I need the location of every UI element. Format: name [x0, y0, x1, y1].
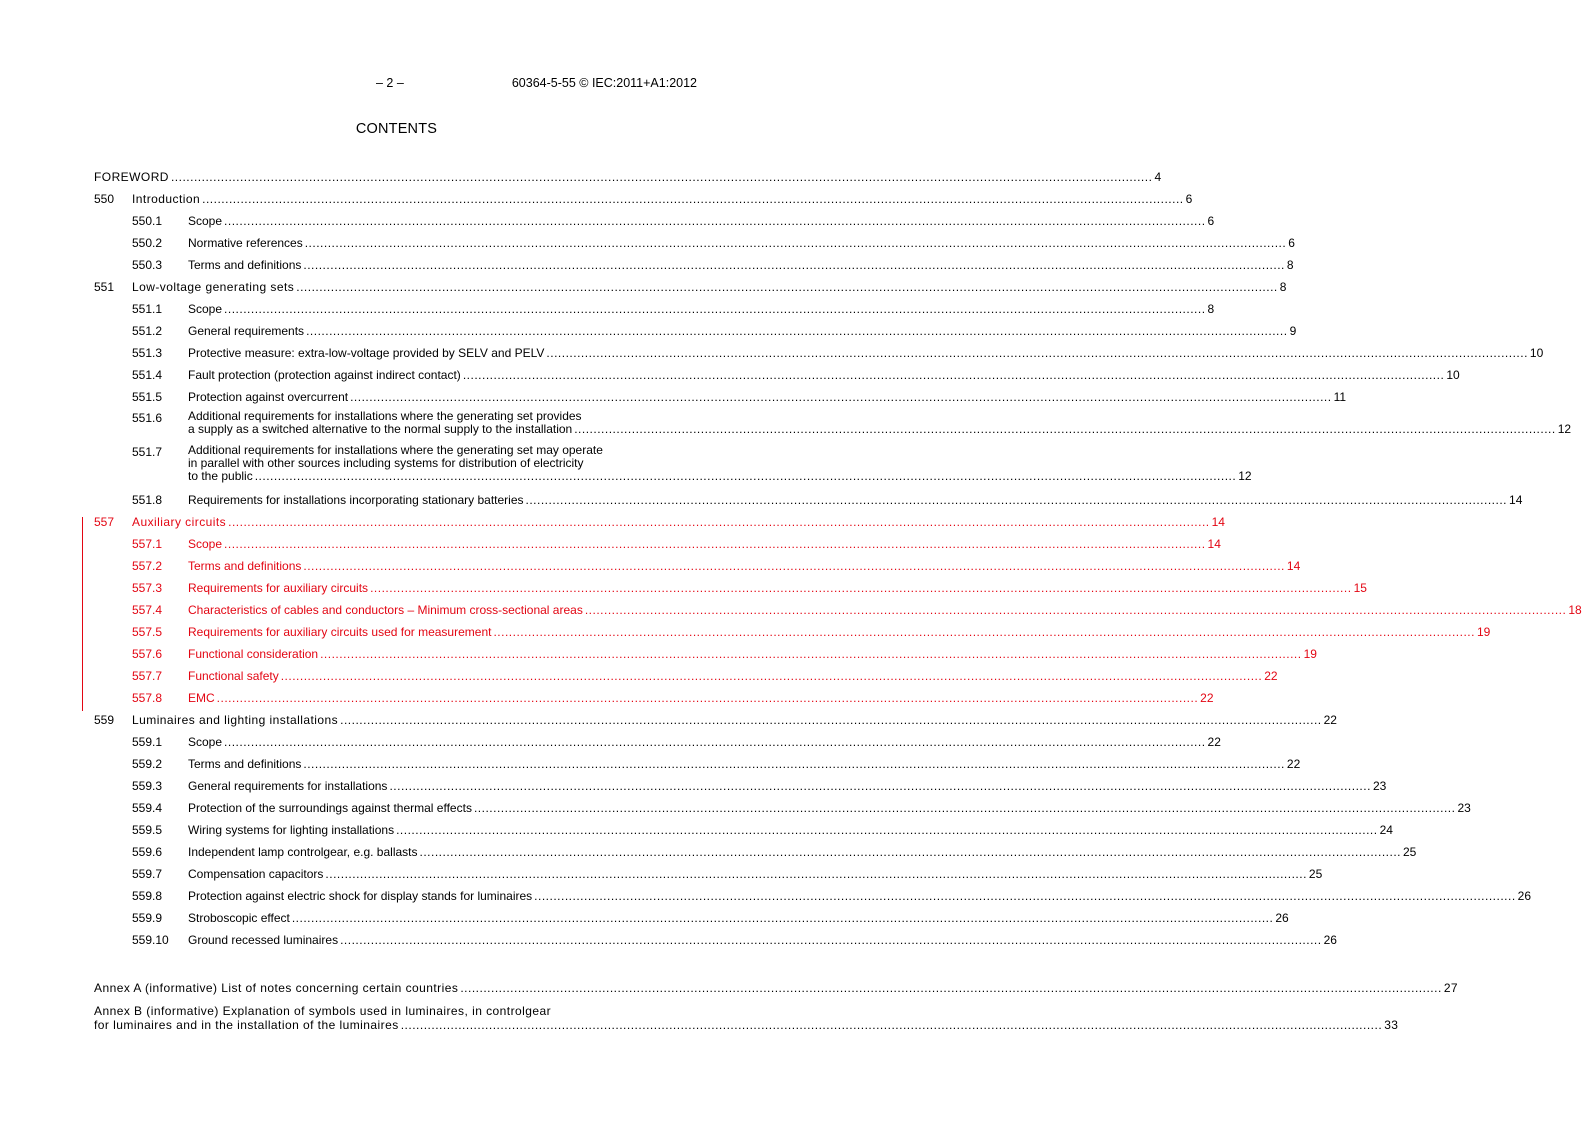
toc-entry[interactable]: [94, 793, 1471, 815]
toc-entry-title-line: Additional requirements for installations where the generating set may operate: [188, 443, 603, 457]
toc-entry-number: 559.3: [132, 779, 163, 793]
toc-entry-number: 559.7: [132, 867, 163, 881]
dot-leader: [305, 236, 1287, 250]
dot-leader: [224, 302, 1206, 316]
toc-entry[interactable]: [94, 551, 1301, 573]
toc-entry-title: Protection of the surroundings against thermal effects: [188, 801, 472, 815]
toc-entry[interactable]: [94, 815, 1393, 837]
toc-entry[interactable]: [94, 485, 1523, 507]
toc-entry-number: 550.2: [132, 236, 163, 250]
toc-entry-title: Functional consideration: [188, 647, 319, 661]
toc-entry-title: Protection against overcurrent: [188, 390, 349, 404]
dot-leader: [340, 933, 1322, 947]
toc-entry[interactable]: [94, 639, 1317, 661]
dot-leader: [228, 515, 1210, 529]
toc-entry-title: Requirements for installations incorporating stationary batteries: [188, 493, 524, 507]
toc-entry-page: 26: [1517, 889, 1532, 903]
toc-entry-page: 22: [1286, 757, 1301, 771]
toc-entry-page: 8: [1286, 258, 1294, 272]
dot-leader: [281, 669, 1263, 683]
annex-a-title: Annex A (informative) List of notes concerning certain countries: [94, 981, 459, 995]
toc-entry-number: 551.4: [132, 368, 163, 382]
toc-entry[interactable]: [94, 316, 1297, 338]
toc-entry-number: 559.4: [132, 801, 163, 815]
toc-entry[interactable]: [94, 184, 1193, 206]
dot-leader: [303, 559, 1285, 573]
toc-entry-number: 551: [94, 280, 115, 294]
contents-heading: CONTENTS: [355, 121, 438, 137]
toc-entry-page: 23: [1372, 779, 1387, 793]
toc-entry-title: Requirements for auxiliary circuits: [188, 581, 369, 595]
toc-entry-page: 9: [1289, 324, 1297, 338]
dot-leader: [350, 390, 1332, 404]
toc-entry-number: 557.3: [132, 581, 163, 595]
toc-entry[interactable]: [94, 749, 1301, 771]
dot-leader: [296, 280, 1278, 294]
toc-entry[interactable]: [94, 727, 1221, 749]
revision-change-bar: [82, 517, 83, 711]
toc-entry-number: 551.6: [132, 411, 163, 425]
dot-leader: [526, 493, 1508, 507]
toc-entry-title: Fault protection (protection against indirect contact): [188, 368, 461, 382]
annex-b-title-line: for luminaires and in the installation of the luminaires: [94, 1018, 399, 1032]
toc-entry-number: 557.4: [132, 603, 163, 617]
dot-leader: [420, 845, 1402, 859]
toc-entry-page: 6: [1185, 192, 1193, 206]
toc-entry-number: 557: [94, 515, 115, 529]
toc-entry[interactable]: [94, 507, 1225, 529]
dot-leader: [224, 735, 1206, 749]
toc-entry-number: 559.9: [132, 911, 163, 925]
toc-entry-page: 25: [1308, 867, 1323, 881]
toc-entry[interactable]: [94, 595, 1582, 617]
toc-entry-number: 559.6: [132, 845, 163, 859]
dot-leader: [224, 214, 1206, 228]
dot-leader: [463, 368, 1445, 382]
dot-leader: [292, 911, 1274, 925]
dot-leader: [585, 603, 1567, 617]
annex-b-page: 33: [1384, 1018, 1399, 1032]
toc-entry-page: 14: [1286, 559, 1301, 573]
toc-entry-title: Auxiliary circuits: [132, 515, 227, 529]
toc-entry-title: Luminaires and lighting installations: [132, 713, 339, 727]
toc-entry[interactable]: [94, 771, 1387, 793]
toc-entry-number: 557.6: [132, 647, 163, 661]
toc-entry[interactable]: [94, 272, 1287, 294]
toc-entry-title: Requirements for auxiliary circuits used for measurement: [188, 625, 492, 639]
dot-leader: [171, 170, 1153, 184]
toc-entry-page: 19: [1476, 625, 1491, 639]
annex-b-title-line: Annex B (informative) Explanation of symbols used in luminaires, in controlgear: [94, 1004, 552, 1018]
toc-entry-number: 559.10: [132, 933, 169, 947]
dot-leader: [340, 713, 1322, 727]
dot-leader: [255, 470, 1237, 483]
dot-leader: [401, 1018, 1383, 1032]
standard-reference: 60364-5-55 © IEC:2011+A1:2012: [511, 76, 697, 90]
table-of-contents: [94, 162, 1582, 947]
dot-leader: [320, 647, 1302, 661]
toc-entry-title: Protection against electric shock for display stands for luminaires: [188, 889, 533, 903]
toc-entry-page: 19: [1303, 647, 1317, 661]
dot-leader: [370, 581, 1352, 595]
toc-entry-title: Scope: [188, 214, 223, 228]
toc-entry-number: 551.1: [132, 302, 163, 316]
toc-entry[interactable]: [94, 925, 1337, 947]
toc-entry-title: Stroboscopic effect: [188, 911, 290, 925]
toc-entry-number: 557.8: [132, 691, 163, 705]
toc-entry-number: 551.5: [132, 390, 163, 404]
toc-entry-page: 14: [1211, 515, 1225, 529]
toc-entry-551-6[interactable]: [94, 404, 1572, 438]
toc-annex-b[interactable]: [94, 1004, 1399, 1032]
toc-entry[interactable]: [94, 661, 1278, 683]
toc-entry-title: Terms and definitions: [188, 258, 302, 272]
toc-entry-title: Wiring systems for lighting installations: [188, 823, 395, 837]
annex-a-page: 27: [1443, 981, 1459, 995]
dot-leader: [202, 192, 1184, 206]
toc-entry-page: 15: [1353, 581, 1367, 595]
dot-leader: [217, 691, 1199, 705]
toc-entry-number: 559.2: [132, 757, 163, 771]
toc-entry-title: Scope: [188, 302, 223, 316]
toc-entry-title: Scope: [188, 537, 223, 551]
toc-entry-page: 8: [1207, 302, 1215, 316]
toc-entry-page: 26: [1275, 911, 1289, 925]
toc-entry-number: 551.8: [132, 493, 163, 507]
toc-entry-title: EMC: [188, 691, 215, 705]
toc-entry[interactable]: [94, 573, 1367, 595]
page-header: [0, 76, 793, 94]
toc-entry-page: 12: [1238, 469, 1252, 483]
toc-entry-page: 26: [1323, 933, 1337, 947]
toc-entry-page: 25: [1403, 845, 1417, 859]
toc-entry-number: 559.8: [132, 889, 163, 903]
toc-entry-page: 14: [1207, 537, 1221, 551]
toc-entry-title: Ground recessed luminaires: [188, 933, 339, 947]
toc-entry-page: 6: [1207, 214, 1215, 228]
dot-leader: [325, 867, 1307, 881]
toc-entry-title-line: in parallel with other sources including systems for distribution of electricity: [188, 456, 584, 470]
toc-entry-page: 22: [1200, 691, 1214, 705]
toc-entry-number: 550: [94, 192, 115, 206]
toc-entry[interactable]: [94, 859, 1323, 881]
toc-entry-number: 559.1: [132, 735, 163, 749]
toc-entry-page: 10: [1446, 368, 1460, 382]
toc-entry-page: 8: [1279, 280, 1287, 294]
toc-entry-title: Terms and definitions: [188, 559, 302, 573]
toc-entry[interactable]: [94, 617, 1491, 639]
dot-leader: [574, 423, 1556, 436]
toc-entry-page: 22: [1323, 713, 1337, 727]
toc-entry-title: Introduction: [132, 192, 201, 206]
toc-entry-title: Protective measure: extra-low-voltage provided by SELV and PELV: [188, 346, 545, 360]
toc-entry-number: 551.2: [132, 324, 163, 338]
toc-entry-number: 557.1: [132, 537, 163, 551]
toc-entry[interactable]: [94, 529, 1221, 551]
dot-leader: [396, 823, 1378, 837]
toc-entry[interactable]: [94, 294, 1215, 316]
toc-entry-page: 10: [1529, 346, 1544, 360]
toc-entry-title: General requirements: [188, 324, 305, 338]
toc-entry-page: 4: [1154, 170, 1162, 184]
toc-entry-title: Compensation capacitors: [188, 867, 324, 881]
toc-entry-number: 559: [94, 713, 115, 727]
toc-entry-title: FOREWORD: [94, 170, 169, 184]
toc-entry[interactable]: [94, 162, 1162, 184]
toc-entry-title: General requirements for installations: [188, 779, 388, 793]
toc-entry-page: 6: [1288, 236, 1295, 250]
toc-entry-title-line: to the public: [188, 469, 253, 483]
toc-entry[interactable]: [94, 360, 1460, 382]
toc-entry-number: 551.7: [132, 445, 163, 459]
toc-entry-number: 550.1: [132, 214, 163, 228]
dot-leader: [546, 346, 1528, 360]
dot-leader: [493, 625, 1475, 639]
toc-annex-a[interactable]: [94, 981, 1459, 995]
toc-entry-page: 14: [1509, 493, 1523, 507]
dot-leader: [460, 981, 1442, 995]
toc-entry-page: 23: [1457, 801, 1471, 815]
dot-leader: [224, 537, 1206, 551]
dot-leader: [303, 757, 1285, 771]
toc-entry-page: 22: [1264, 669, 1278, 683]
toc-entry-title: Normative references: [188, 236, 303, 250]
toc-entry-551-7[interactable]: [94, 438, 1252, 485]
dot-leader: [389, 779, 1371, 793]
dot-leader: [474, 801, 1456, 815]
toc-entry[interactable]: [94, 705, 1337, 727]
toc-entry-number: 557.5: [132, 625, 163, 639]
toc-entry-page: 22: [1207, 735, 1221, 749]
dot-leader: [306, 324, 1288, 338]
toc-entry-page: 18: [1568, 603, 1582, 617]
toc-entry[interactable]: [94, 206, 1215, 228]
toc-entry-page: 24: [1379, 823, 1393, 837]
dot-leader: [534, 889, 1516, 903]
toc-entry-title-line: Additional requirements for installations where the generating set provides: [188, 409, 582, 423]
toc-entry-title-line: a supply as a switched alternative to the normal supply to the installation: [188, 422, 573, 436]
toc-entry[interactable]: [94, 903, 1289, 925]
toc-entry-number: 551.3: [132, 346, 163, 360]
toc-entry[interactable]: [94, 338, 1544, 360]
toc-entry-page: 11: [1333, 390, 1347, 404]
toc-entry-number: 557.2: [132, 559, 163, 573]
toc-entry[interactable]: [94, 250, 1294, 272]
toc-entry[interactable]: [94, 881, 1532, 903]
toc-entry-title: Functional safety: [188, 669, 279, 683]
page-number: – 2 –: [376, 76, 404, 90]
toc-entry-number: 550.3: [132, 258, 163, 272]
toc-entry-page: 12: [1557, 422, 1572, 436]
dot-leader: [303, 258, 1285, 272]
toc-entry-title: Characteristics of cables and conductors – Minimum cross-sectional areas: [188, 603, 583, 617]
toc-entry-title: Scope: [188, 735, 223, 749]
toc-entry-title: Low-voltage generating sets: [132, 280, 295, 294]
toc-entry[interactable]: [94, 382, 1347, 404]
toc-entry[interactable]: [94, 837, 1417, 859]
toc-entry[interactable]: [94, 228, 1295, 250]
toc-entry-number: 557.7: [132, 669, 163, 683]
toc-entry-title: Terms and definitions: [188, 757, 302, 771]
toc-entry-number: 559.5: [132, 823, 163, 837]
toc-entry[interactable]: [94, 683, 1214, 705]
toc-entry-title: Independent lamp controlgear, e.g. ballasts: [188, 845, 418, 859]
